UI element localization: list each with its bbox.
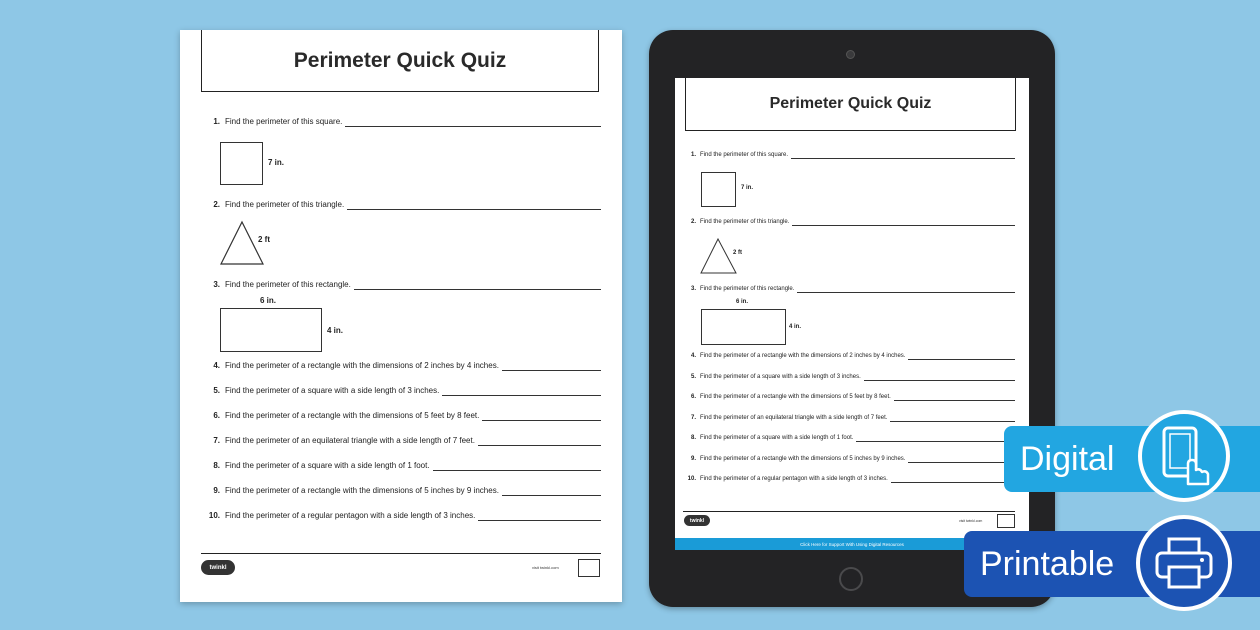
printer-icon [1136, 515, 1232, 611]
question-2: 2. Find the perimeter of this triangle. [206, 200, 601, 210]
square-label: 7 in. [268, 158, 285, 167]
worksheet-title-box [201, 30, 599, 92]
question-6: 6. Find the perimeter of a rectangle with the dimensions of 5 feet by 8 feet. [206, 411, 601, 421]
tablet-rectangle-side-label: 4 in. [789, 324, 802, 330]
footer-divider [201, 553, 601, 554]
rectangle-top-label: 6 in. [260, 296, 277, 305]
tablet-twinkl-logo: twinkl [684, 515, 710, 526]
printable-worksheet [180, 30, 622, 602]
tablet-question-2: 2. Find the perimeter of this triangle. [683, 219, 1015, 226]
question-7: 7. Find the perimeter of an equilateral triangle with a side length of 7 feet. [206, 436, 601, 446]
tablet-footer-divider [683, 511, 1015, 512]
question-3: 3. Find the perimeter of this rectangle. [206, 280, 601, 290]
tablet-triangle-label: 2 ft [733, 250, 742, 256]
footer-url: visit twinkl.com [532, 565, 559, 570]
tablet-device [649, 30, 1055, 607]
quality-badge-icon [578, 559, 600, 577]
triangle-label: 2 ft [258, 235, 270, 244]
printable-badge-label: Printable [980, 544, 1115, 583]
tablet-square-label: 7 in. [741, 185, 754, 191]
tablet-title-box [685, 78, 1016, 131]
tablet-question-3: 3. Find the perimeter of this rectangle. [683, 286, 1015, 293]
question-8: 8. Find the perimeter of a square with a side length of 1 foot. [206, 461, 601, 471]
question-5: 5. Find the perimeter of a square with a side length of 3 inches. [206, 386, 601, 396]
tablet-question-7: 7. Find the perimeter of an equilateral triangle with a side length of 7 feet. [683, 415, 1015, 422]
question-4: 4. Find the perimeter of a rectangle with the dimensions of 2 inches by 4 inches. [206, 361, 601, 371]
tablet-rectangle-shape [701, 309, 786, 345]
tablet-screen [675, 78, 1029, 550]
tablet-touch-icon [1138, 410, 1230, 502]
question-1: 1. Find the perimeter of this square. [206, 117, 601, 127]
tablet-question-1: 1. Find the perimeter of this square. [683, 152, 1015, 159]
rectangle-side-label: 4 in. [327, 326, 344, 335]
support-link-bar[interactable]: Click Here for Support With Using Digital Resources [675, 538, 1029, 550]
tablet-quality-badge-icon [997, 514, 1015, 528]
question-9: 9. Find the perimeter of a rectangle with the dimensions of 5 inches by 9 inches. [206, 486, 601, 496]
square-shape [220, 142, 263, 185]
digital-badge-label: Digital [1020, 439, 1115, 478]
tablet-question-6: 6. Find the perimeter of a rectangle with the dimensions of 5 feet by 8 feet. [683, 394, 1015, 401]
rectangle-shape [220, 308, 322, 352]
tablet-question-4: 4. Find the perimeter of a rectangle with the dimensions of 2 inches by 4 inches. [683, 353, 1015, 360]
tablet-question-10: 10. Find the perimeter of a regular pentagon with a side length of 3 inches. [683, 476, 1015, 483]
tablet-square-shape [701, 172, 736, 207]
worksheet-title: Perimeter Quick Quiz [293, 48, 507, 72]
tablet-rectangle-top-label: 6 in. [736, 299, 749, 305]
question-10: 10. Find the perimeter of a regular pentagon with a side length of 3 inches. [206, 511, 601, 521]
tablet-worksheet-title: Perimeter Quick Quiz [769, 95, 932, 112]
tablet-question-5: 5. Find the perimeter of a square with a side length of 3 inches. [683, 374, 1015, 381]
tablet-question-8: 8. Find the perimeter of a square with a side length of 1 foot. [683, 435, 1015, 442]
tablet-question-9: 9. Find the perimeter of a rectangle with the dimensions of 5 inches by 9 inches. [683, 456, 1015, 463]
home-button[interactable] [839, 567, 863, 591]
twinkl-logo: twinkl [201, 560, 235, 575]
tablet-footer-url: visit twinkl.com [959, 519, 983, 523]
camera-icon [846, 50, 855, 59]
tablet-triangle-shape [700, 237, 738, 275]
